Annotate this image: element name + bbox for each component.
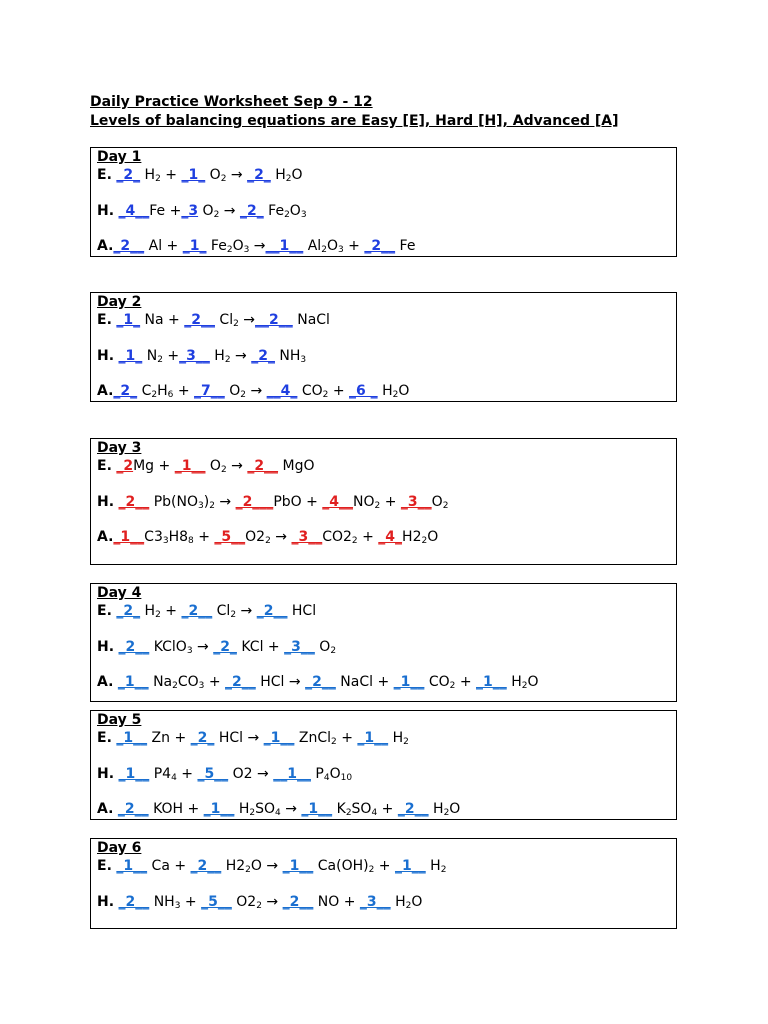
day-box (90, 583, 677, 702)
equation-line: H. _2__ KClO$_3$ → _2_ KCl + _3__ $O_2$ (97, 638, 337, 656)
coefficient-answer: _2__ (113, 238, 145, 254)
level-label: A. (97, 801, 114, 817)
coefficient-answer: _1__ (113, 529, 145, 545)
level-label: A. (97, 674, 114, 690)
coefficient-answer: _1_ (118, 347, 143, 364)
coefficient-answer: _3__ (291, 529, 323, 545)
subscript: 2 (284, 209, 290, 220)
subscript: 3 (162, 536, 169, 546)
level-label: E. (97, 603, 112, 619)
subscript: 2 (521, 681, 528, 691)
level-label: A. (97, 529, 114, 545)
coefficient-answer: _2__ (256, 603, 288, 619)
coefficient-answer: _2__ (117, 801, 149, 817)
coefficient-answer: _1_ (181, 167, 206, 183)
equation-line: E. _2_ $H_2$ + _2__ $Cl_2$ → _2__ HCl (97, 603, 317, 620)
subscript: 2 (213, 209, 220, 220)
subscript: 2 (256, 900, 262, 911)
coefficient-answer: _1__ (476, 674, 507, 690)
equation-line: E. _1__ Ca + _2__ $H2_2O$ → _1__ $Ca(OH)_2$ + _1__ $H_2$ (97, 858, 447, 875)
equation-line: E. _2_ $H_2$ + _1_ $O_2$ → _2_ $H_2O$ (97, 167, 303, 184)
subscript: 2 (230, 610, 237, 620)
subscript: 4 (371, 808, 378, 818)
subscript: 2 (331, 737, 337, 747)
coefficient-answer: _2_ (239, 202, 264, 219)
subscript: 4 (323, 772, 330, 783)
level-label: H. (97, 893, 115, 910)
coefficient-answer: _3__ (359, 893, 391, 910)
level-label: E. (97, 730, 112, 746)
coefficient-answer: _2_ (190, 730, 215, 746)
subscript: 2 (155, 174, 161, 184)
subscript: 4 (171, 772, 177, 783)
coefficient-answer: _2__ (118, 893, 150, 910)
coefficient-answer: _1_ (182, 238, 207, 254)
coefficient-answer: _3__ (179, 347, 210, 364)
subscript: 2 (285, 174, 292, 184)
subscript: 2 (151, 390, 158, 400)
equation-line: H. _1__ $P4_4$ + _5__ O2 → __1__ $P_4O_{10}$ (97, 765, 353, 783)
subscript: 2 (226, 245, 233, 255)
day-title: Day 5 (97, 712, 142, 728)
coefficient-answer: _2__ (305, 674, 336, 690)
level-label: H. (97, 638, 115, 655)
subscript: 8 (188, 536, 194, 546)
coefficient-answer: _2__ (118, 638, 150, 655)
coefficient-answer: _1__ (116, 858, 148, 874)
subscript: 3 (198, 681, 205, 691)
subscript: 2 (374, 500, 381, 511)
coefficient-answer: _4__ (118, 202, 150, 219)
day-box (90, 438, 677, 565)
coefficient-answer: _2__ (247, 458, 279, 474)
subscript: 2 (449, 681, 456, 691)
level-label: E. (97, 167, 112, 183)
subscript: 2 (209, 500, 215, 511)
subscript: 10 (340, 772, 353, 783)
day-title: Day 1 (97, 149, 142, 165)
subscript: 2 (403, 737, 409, 747)
coefficient-answer: _3 (181, 202, 199, 219)
subscript: 3 (300, 354, 307, 365)
subscript: 2 (172, 681, 178, 691)
day-box (90, 710, 677, 820)
equation-line: H. _2__ $NH_3$ + _5__ $O2_2$ → _2__ NO + _3__ $H_2O$ (97, 893, 423, 911)
coefficient-answer: __4_ (266, 383, 298, 399)
coefficient-answer: _2__ (190, 858, 222, 874)
coefficient-answer: __2__ (255, 312, 293, 328)
worksheet-subtitle: Levels of balancing equations are Easy [E], Hard [H], Advanced [A] (90, 113, 619, 129)
subscript: 2 (392, 390, 399, 400)
subscript: 2 (220, 174, 227, 184)
day-title: Day 3 (97, 440, 142, 456)
coefficient-answer: _1__ (263, 730, 295, 746)
coefficient-answer: _1__ (301, 801, 333, 817)
coefficient-answer: _1__ (203, 801, 235, 817)
day-box (90, 292, 677, 402)
subscript: 2 (240, 390, 247, 400)
coefficient-answer: _2__ (118, 493, 150, 510)
coefficient-answer: _2__ (397, 801, 429, 817)
level-label: A. (97, 383, 114, 399)
coefficient-answer: _4__ (322, 493, 354, 510)
coefficient-answer: __1__ (265, 238, 304, 254)
coefficient-answer: _2__ (225, 674, 256, 690)
equation-line: $A.\_1\_\_C3_3H8_8$ + $\_5\_\_O2_2$ → $\_3\_\_CO2_2$ + $\_4\_H2_2O$ (97, 529, 439, 546)
level-label: A. (97, 238, 114, 254)
day-box (90, 147, 677, 257)
subscript: 2 (245, 865, 251, 875)
equation-line: H. _1_ $N_2$ +_3__ $H_2$ → _2_ $NH_3$ (97, 347, 307, 365)
subscript: 2 (368, 865, 375, 875)
coefficient-answer: _1_ (116, 312, 141, 328)
subscript: 3 (197, 500, 204, 511)
subscript: 2 (224, 354, 231, 365)
coefficient-answer: _1__ (118, 765, 150, 782)
equation-line: E. _1__ Zn + _2_ HCl → _1__ ZnCl$_2$ + _1__ $H_2$ (97, 730, 409, 747)
equation-line: E. _2Mg + _1__ $O_2$ → _2__ MgO (97, 458, 315, 475)
subscript: 3 (337, 245, 344, 255)
subscript: 2 (440, 865, 447, 875)
subscript: 2 (345, 808, 352, 818)
coefficient-answer: _2__ (364, 238, 396, 254)
equation-line: A. _1__ $Na_2CO_3$ + _2__ HCl → _2__ NaCl + _1__ $CO_2$ + _1__ $H_2O$ (97, 674, 539, 691)
coefficient-answer: _2_ (113, 383, 138, 399)
coefficient-answer: _2__ (181, 603, 213, 619)
equation-line: E. _1_ Na + _2__ $Cl_2$ →__2__ NaCl (97, 312, 330, 329)
equation-line: A. _2__ KOH + _1__ $H_2SO_4$ → _1__ $K_2SO_4$ + _2__ $H_2O$ (97, 801, 461, 818)
equation-line: A._2__ Al + _1_ $Fe_2O_3$ →__1__ $Al_2O_3$ + _2__ Fe (97, 238, 416, 255)
subscript: 2 (157, 354, 163, 365)
level-label: E. (97, 458, 112, 474)
day-title: Day 6 (97, 840, 142, 856)
coefficient-answer: _2__ (184, 312, 215, 328)
coefficient-answer: _1__ (116, 730, 148, 746)
coefficient-answer: _1__ (357, 730, 389, 746)
level-label: H. (97, 493, 115, 510)
subscript: 2 (233, 319, 239, 329)
equation-line: H. _4__Fe +_3 $O_2$ → _2_ $Fe_2O_3$ (97, 202, 307, 220)
coefficient-answer: _2_ (116, 167, 141, 183)
worksheet-title: Daily Practice Worksheet Sep 9 - 12 (90, 94, 373, 110)
subscript: 3 (300, 209, 307, 220)
day-title: Day 2 (97, 294, 142, 310)
coefficient-answer: _7__ (194, 383, 225, 399)
coefficient-answer: _1__ (117, 674, 149, 690)
subscript: 2 (405, 900, 412, 911)
subscript: 3 (243, 245, 250, 255)
subscript: 6 (167, 390, 174, 400)
coefficient-answer: _2_ (116, 603, 141, 619)
subscript: 2 (220, 465, 227, 475)
level-label: H. (97, 765, 115, 782)
coefficient-answer: _6 _ (349, 383, 378, 399)
coefficient-answer: _2__ (282, 893, 314, 910)
level-label: E. (97, 312, 112, 328)
coefficient-answer: _3__ (400, 493, 432, 510)
level-label: H. (97, 202, 115, 219)
subscript: 2 (351, 536, 358, 546)
day-title: Day 4 (97, 585, 142, 601)
coefficient-answer: _1__ (282, 858, 314, 874)
coefficient-answer: _1__ (394, 858, 426, 874)
worksheet-header (90, 93, 619, 131)
coefficient-answer: _2_ (247, 167, 271, 183)
subscript: 2 (443, 808, 450, 818)
coefficient-answer: _5__ (197, 765, 229, 782)
subscript: 4 (275, 808, 281, 818)
coefficient-answer: _2 (116, 458, 134, 474)
coefficient-answer: _2_ (251, 347, 275, 364)
coefficient-answer: _2___ (235, 493, 274, 510)
subscript: 2 (330, 645, 337, 656)
coefficient-answer: _5__ (201, 893, 232, 910)
coefficient-answer: __1__ (273, 765, 311, 782)
subscript: 2 (442, 500, 449, 511)
subscript: 2 (249, 808, 256, 818)
subscript: 3 (186, 645, 193, 656)
day-box (90, 838, 677, 929)
coefficient-answer: _1__ (174, 458, 206, 474)
equation-line: A._2_ $C_2H_6$ + _7__ $O_2$ → __4_ $CO_2$ + _6 _ $H_2O$ (97, 383, 410, 400)
subscript: 2 (321, 245, 327, 255)
coefficient-answer: _5__ (214, 529, 246, 545)
subscript: 2 (265, 536, 271, 546)
coefficient-answer: _2_ (213, 638, 237, 655)
subscript: 2 (322, 390, 329, 400)
coefficient-answer: _1__ (393, 674, 425, 690)
level-label: H. (97, 347, 115, 364)
equation-line: H. _2__ $Pb(NO_3)_2$ → _2___PbO + $\_4\_\_NO_2$ + $\_3\_\_O_2$ (97, 493, 449, 511)
coefficient-answer: _4_ (378, 529, 403, 545)
subscript: 2 (421, 536, 428, 546)
subscript: 2 (155, 610, 161, 620)
level-label: E. (97, 858, 112, 874)
coefficient-answer: _3__ (284, 638, 315, 655)
subscript: 3 (174, 900, 181, 911)
